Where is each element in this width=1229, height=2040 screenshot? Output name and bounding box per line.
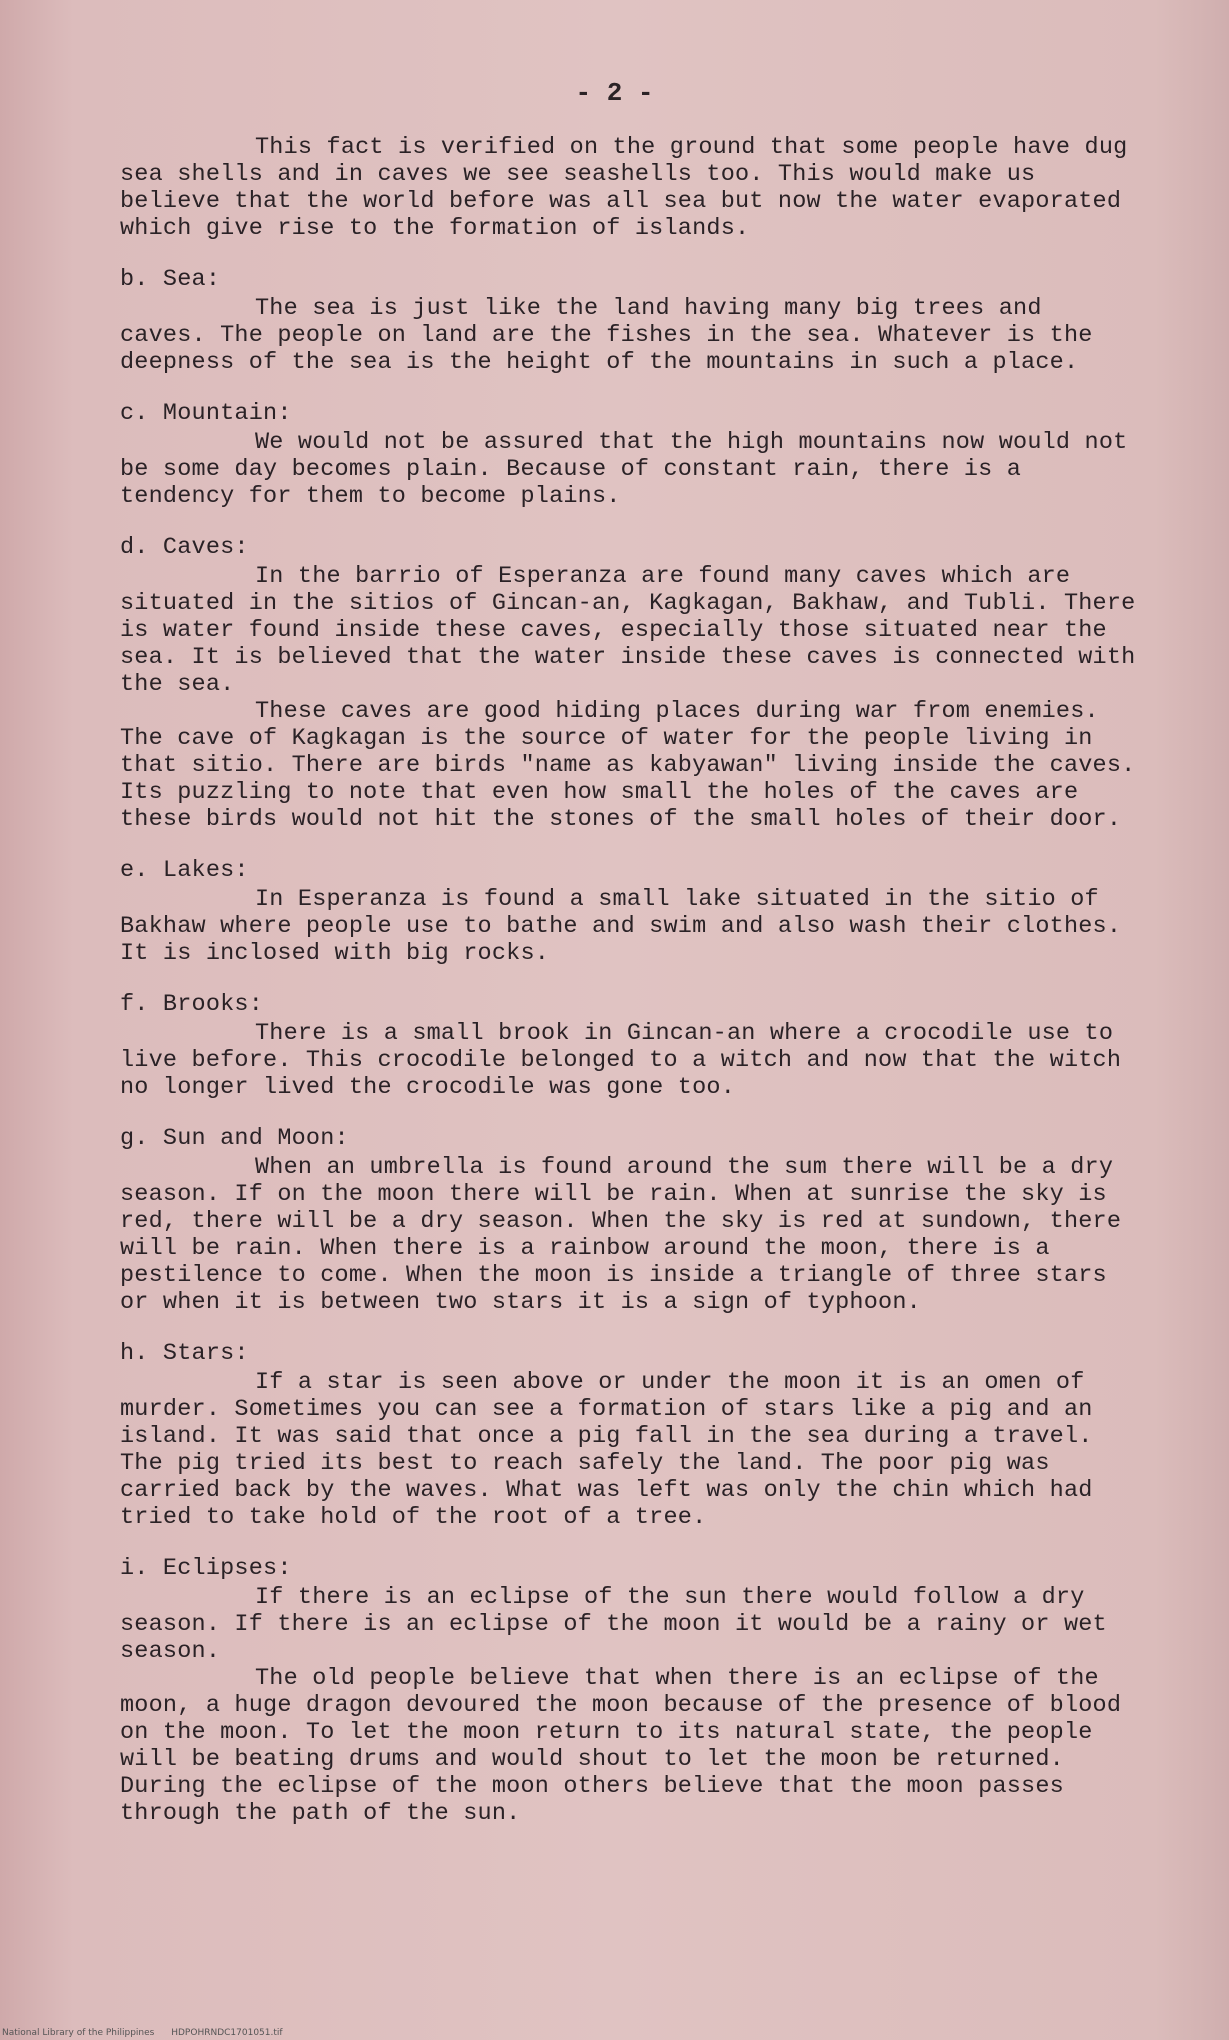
caves-section [120, 534, 1140, 833]
mountain-section [120, 400, 1140, 510]
sea-section [120, 266, 1140, 376]
stars-paragraph: If a star is seen above or under the moon it is an omen of murder. Sometimes you can see a formation of stars like a pig and an island. It was said that once a pig fall in the sea during a travel. The pig tried its best to reach safely the land. The poor pig was carried back by the waves. What was left was only the chin which had tried to take hold of the root of a tree. [120, 1369, 1093, 1531]
page-number: - 2 - [575, 78, 654, 108]
eclipses-section [120, 1555, 1140, 1827]
lakes-paragraph: In Esperanza is found a small lake situated in the sitio of Bakhaw where people use to bathe and swim and also wash their clothes. It is inclosed with big rocks. [120, 886, 1122, 967]
section-heading-stars: h. Stars: [120, 1340, 249, 1367]
sun-moon-section [120, 1125, 1140, 1316]
mountain-paragraph: We would not be assured that the high mountains now would not be some day becomes plain. Because of constant rain, there is a tendency for them to become plains. [120, 429, 1128, 510]
intro-section [120, 134, 1140, 242]
caves-paragraph-2: These caves are good hiding places during war from enemies. The cave of Kagkagan is the source of water for the people living in that sitio. There are birds "name as kabyawan" living inside the caves. Its puzzling to note that even how small the holes of the caves are these birds would not hit the stones of the small holes of their door. [120, 698, 1136, 833]
sea-paragraph: The sea is just like the land having many big trees and caves. The people on land are the fishes in the sea. Whatever is the deepness of the sea is the height of the mountains in such a place. [120, 295, 1093, 376]
section-heading-lakes: e. Lakes: [120, 857, 249, 884]
section-heading-mountain: c. Mountain: [120, 400, 292, 427]
eclipses-paragraph-1: If there is an eclipse of the sun there would follow a dry season. If there is an eclipse of the moon it would be a rainy or wet season. [120, 1584, 1107, 1665]
footer-library: National Library of the Philippines [2, 2028, 155, 2038]
lakes-section [120, 857, 1140, 967]
section-heading-caves: d. Caves: [120, 534, 249, 561]
section-heading-sun-moon: g. Sun and Moon: [120, 1125, 349, 1152]
eclipses-paragraph-2: The old people believe that when there is an eclipse of the moon, a huge dragon devoured the moon because of the presence of blood on the moon. To let the moon return to its natural state, the people will be beating drums and would shout to let the moon be returned. During the eclipse of the moon others believe that the moon passes through the path of the sun. [120, 1665, 1122, 1827]
brooks-paragraph: There is a small brook in Gincan-an where a crocodile use to live before. This crocodile belonged to a witch and now that the witch no longer lived the crocodile was gone too. [120, 1020, 1122, 1101]
footer-filename: HDPOHRNDC1701051.tif [171, 2028, 283, 2038]
scan-footer [2, 2028, 297, 2038]
caves-paragraph-1: In the barrio of Esperanza are found many caves which are situated in the sitios of Gincan-an, Kagkagan, Bakhaw, and Tubli. There is water found inside these caves, especially those situated near the sea. It is believed that the water inside these caves is connected with the sea. [120, 563, 1136, 698]
intro-paragraph: This fact is verified on the ground that some people have dug sea shells and in caves we see seashells too. This would make us believe that the world before was all sea but now the water evaporated which give rise to the formation of islands. [120, 134, 1128, 242]
sun-moon-paragraph: When an umbrella is found around the sum there will be a dry season. If on the moon there will be rain. When at sunrise the sky is red, there will be a dry season. When the sky is red at sundown, there will be rain. When there is a rainbow around the moon, there is a pestilence to come. When the moon is inside a triangle of three stars or when it is between two stars it is a sign of typhoon. [120, 1154, 1122, 1316]
brooks-section [120, 991, 1140, 1101]
document-body [120, 134, 1140, 1851]
section-heading-eclipses: i. Eclipses: [120, 1555, 292, 1582]
section-heading-brooks: f. Brooks: [120, 991, 264, 1018]
section-heading-sea: b. Sea: [120, 266, 221, 293]
stars-section [120, 1340, 1140, 1531]
